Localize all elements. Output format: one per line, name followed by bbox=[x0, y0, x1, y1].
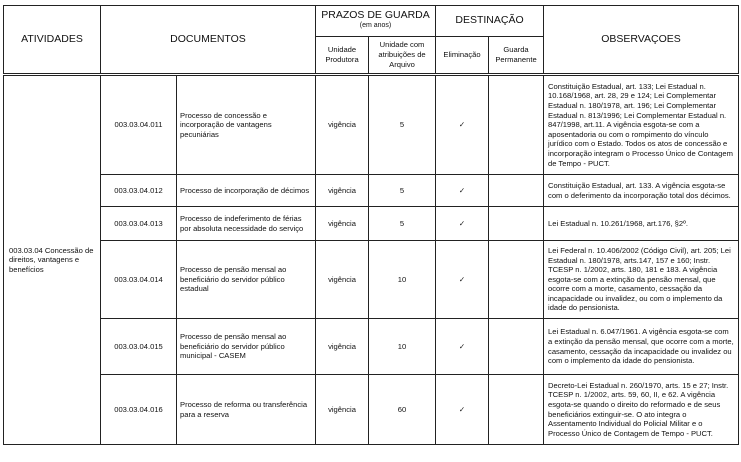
prazo-unidade-arquivo: 5 bbox=[369, 207, 436, 241]
table-row bbox=[4, 75, 739, 175]
eliminacao-check: ✓ bbox=[436, 241, 489, 319]
document-code: 003.03.04.011 bbox=[101, 75, 177, 175]
prazo-unidade-arquivo: 10 bbox=[369, 319, 436, 375]
table-row bbox=[4, 175, 739, 207]
document-description: Processo de reforma ou transferência para a reserva bbox=[177, 375, 316, 445]
guarda-permanente-cell bbox=[489, 75, 544, 175]
prazo-unidade-arquivo: 60 bbox=[369, 375, 436, 445]
header-observacoes: OBSERVAÇOES bbox=[544, 6, 739, 75]
observacoes-cell: Lei Estadual n. 10.261/1968, art.176, §2º. bbox=[544, 207, 739, 241]
observacoes-cell: Decreto-Lei Estadual n. 260/1970, arts. 15 e 27; Instr. TCESP n. 1/2002, arts. 59, 60, II, e 62. A vigência esgota-se quando o direito do reformado e de seus beneficiários extinguir-se. O ato integra o Assentamento Individual do Policial Militar e o Processo Único de Contagem de Tempo - PUCT. bbox=[544, 375, 739, 445]
table-row bbox=[4, 207, 739, 241]
temporality-table bbox=[3, 5, 739, 445]
document-code: 003.03.04.012 bbox=[101, 175, 177, 207]
guarda-permanente-cell bbox=[489, 319, 544, 375]
prazo-unidade-produtora: vigência bbox=[316, 375, 369, 445]
table-row bbox=[4, 319, 739, 375]
document-description: Processo de pensão mensal ao beneficiário do servidor público municipal - CASEM bbox=[177, 319, 316, 375]
eliminacao-check: ✓ bbox=[436, 319, 489, 375]
prazo-unidade-arquivo: 10 bbox=[369, 241, 436, 319]
guarda-permanente-cell bbox=[489, 175, 544, 207]
prazo-unidade-produtora: vigência bbox=[316, 75, 369, 175]
observacoes-cell: Constituição Estadual, art. 133. A vigência esgota-se com o deferimento da incorporação total dos décimos. bbox=[544, 175, 739, 207]
document-description: Processo de pensão mensal ao beneficiário do servidor público estadual bbox=[177, 241, 316, 319]
prazos-title: PRAZOS DE GUARDA bbox=[321, 9, 430, 22]
header-unidade-arquivo: Unidade com atribuições de Arquivo bbox=[369, 37, 436, 75]
observacoes-cell: Lei Federal n. 10.406/2002 (Código Civil), art. 205; Lei Estadual n. 180/1978, arts.147, 157 e 160; Instr. TCESP n. 1/2002, arts. 180, 181 e 183. A vigência esgota-se com a extinção da pensão mensal, que ocorre com a morte, casamento, cessação da incapacidade ou invalidez, ou com o implemento da idade do pensionista. bbox=[544, 241, 739, 319]
document-code: 003.03.04.015 bbox=[101, 319, 177, 375]
prazos-subtitle: (em anos) bbox=[359, 22, 392, 29]
guarda-permanente-cell bbox=[489, 241, 544, 319]
document-code: 003.03.04.013 bbox=[101, 207, 177, 241]
atividade-cell: 003.03.04 Concessão de direitos, vantagens e benefícios bbox=[4, 75, 101, 445]
prazo-unidade-produtora: vigência bbox=[316, 241, 369, 319]
prazo-unidade-arquivo: 5 bbox=[369, 75, 436, 175]
table-row bbox=[4, 375, 739, 445]
guarda-permanente-cell bbox=[489, 207, 544, 241]
observacoes-cell: Constituição Estadual, art. 133; Lei Estadual n. 10.168/1968, art. 28, 29 e 124; Lei Complementar Estadual n. 180/1978, art. 196; Lei Complementar Estadual n. 813/1996; Lei Complementar Estadual n. 847/1998, art.11. A vigência esgota-se com a aposentadoria ou com o rompimento do vínculo jurídico com o Estado. Todos os atos de concessão e incorporação integram o Processo Único de Contagem de Tempo - PUCT. bbox=[544, 75, 739, 175]
eliminacao-check: ✓ bbox=[436, 75, 489, 175]
document-description: Processo de indeferimento de férias por absoluta necessidade do serviço bbox=[177, 207, 316, 241]
prazo-unidade-produtora: vigência bbox=[316, 319, 369, 375]
eliminacao-check: ✓ bbox=[436, 375, 489, 445]
prazo-unidade-produtora: vigência bbox=[316, 175, 369, 207]
prazo-unidade-produtora: vigência bbox=[316, 207, 369, 241]
header-guarda-permanente: Guarda Permanente bbox=[489, 37, 544, 75]
header-unidade-produtora: Unidade Produtora bbox=[316, 37, 369, 75]
observacoes-cell: Lei Estadual n. 6.047/1961. A vigência esgota-se com a extinção da pensão mensal, que ocorre com a morte, casamento, cessação da incapacidade ou invalidez ou com o implemento da idade do pensionista. bbox=[544, 319, 739, 375]
document-description: Processo de concessão e incorporação de vantagens pecuniárias bbox=[177, 75, 316, 175]
table-row bbox=[4, 241, 739, 319]
header-eliminacao: Eliminação bbox=[436, 37, 489, 75]
header-documentos: DOCUMENTOS bbox=[101, 6, 316, 75]
document-description: Processo de incorporação de décimos bbox=[177, 175, 316, 207]
header-prazos bbox=[316, 6, 436, 37]
header-atividades: ATIVIDADES bbox=[4, 6, 101, 75]
document-code: 003.03.04.014 bbox=[101, 241, 177, 319]
guarda-permanente-cell bbox=[489, 375, 544, 445]
eliminacao-check: ✓ bbox=[436, 207, 489, 241]
prazo-unidade-arquivo: 5 bbox=[369, 175, 436, 207]
header-destinacao: DESTINAÇÃO bbox=[436, 6, 544, 37]
document-code: 003.03.04.016 bbox=[101, 375, 177, 445]
eliminacao-check: ✓ bbox=[436, 175, 489, 207]
